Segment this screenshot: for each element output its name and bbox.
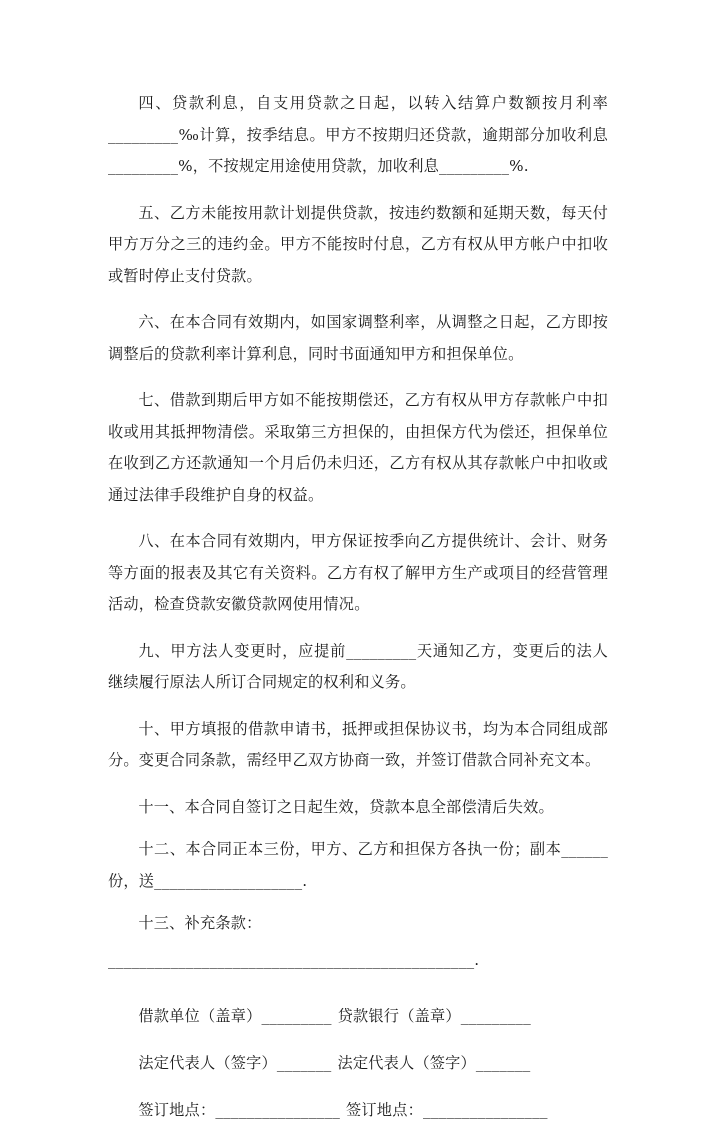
clause-6: 六、在本合同有效期内，如国家调整利率，从调整之日起，乙方即按调整后的贷款利率计算利息，同时书面通知甲方和担保单位。: [108, 313, 608, 363]
signature-row-places: [108, 1095, 608, 1126]
clause-4: 四、贷款利息，自支用贷款之日起，以转入结算户数额按月利率_________‰计算，按季结息。甲方不按期归还贷款，逾期部分加收利息_________%，不按规定用途使用贷款，加收利息_________%.: [108, 94, 608, 175]
lending-bank-seal: 贷款银行（盖章）_________: [337, 1006, 531, 1025]
supplementary-terms-blank: _______________________________________________.: [108, 950, 480, 969]
legal-rep-signature-a: 法定代表人（签字）_______: [138, 1053, 332, 1072]
clause-8: 八、在本合同有效期内，甲方保证按季向乙方提供统计、会计、财务等方面的报表及其它有关资料。乙方有权了解甲方生产或项目的经营管理活动，检查贷款安徽贷款网使用情况。: [108, 532, 608, 613]
borrower-unit-seal: 借款单位（盖章）_________: [138, 1006, 332, 1025]
clause-7: 七、借款到期后甲方如不能按期偿还，乙方有权从甲方存款帐户中扣收或用其抵押物清偿。采取第三方担保的，由担保方代为偿还，担保单位在收到乙方还款通知一个月后仍未归还，乙方有权从其存款帐户中扣收或通过法律手段维护自身的权益。: [108, 391, 608, 504]
clause-13-heading: 十三、补充条款：: [138, 914, 262, 932]
clause-5: 五、乙方未能按用款计划提供贷款，按违约数额和延期天数，每天付甲方万分之三的违约金。甲方不能按时付息，乙方有权从甲方帐户中扣收或暂时停止支付贷款。: [108, 203, 608, 285]
clause-11: 十一、本合同自签订之日起生效，贷款本息全部偿清后失效。: [138, 797, 554, 816]
signature-row-seals: [108, 1001, 608, 1032]
signature-row-legal-reps: [108, 1048, 608, 1079]
clause-10: 十、甲方填报的借款申请书，抵押或担保协议书，均为本合同组成部分。变更合同条款，需经甲乙双方协商一致，并签订借款合同补充文本。: [108, 719, 608, 769]
clause-12: 十二、本合同正本三份，甲方、乙方和担保方各执一份；副本______份，送___________________.: [108, 840, 608, 890]
signing-place-b: 签订地点：________________: [346, 1100, 548, 1119]
contract-page: [108, 88, 608, 1142]
signing-place-a: 签订地点：________________: [138, 1100, 341, 1119]
clause-9: 九、甲方法人变更时，应提前_________天通知乙方，变更后的法人继续履行原法人所订合同规定的权利和义务。: [108, 641, 608, 691]
legal-rep-signature-b: 法定代表人（签字）_______: [337, 1053, 531, 1072]
